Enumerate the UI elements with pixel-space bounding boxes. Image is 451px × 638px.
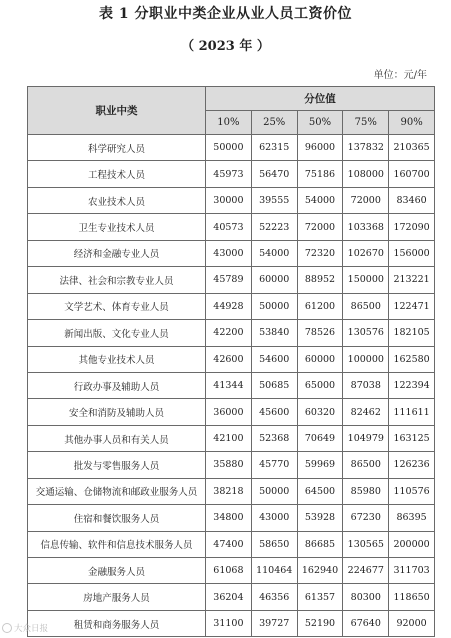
wage-value-cell: 42200: [206, 320, 252, 346]
wage-value-cell: 53840: [251, 320, 297, 346]
table-row: [28, 531, 435, 557]
table-row: [28, 425, 435, 451]
wage-value-cell: 104979: [343, 425, 389, 451]
wage-value-cell: 39727: [251, 610, 297, 636]
occupation-cell: 批发与零售服务人员: [28, 452, 206, 478]
header-occupation: 职业中类: [28, 87, 206, 135]
wage-value-cell: 52190: [297, 610, 343, 636]
wage-value-cell: 72000: [343, 187, 389, 213]
table-title: 表 1 分职业中类企业从业人员工资价位: [99, 6, 352, 22]
wage-value-cell: 72000: [297, 214, 343, 240]
wage-table: [27, 86, 435, 637]
wage-value-cell: 122471: [389, 293, 435, 319]
table-row: [28, 610, 435, 636]
wage-value-cell: 163125: [389, 425, 435, 451]
wage-value-cell: 311703: [389, 558, 435, 584]
wage-value-cell: 43000: [206, 240, 252, 266]
wage-value-cell: 80300: [343, 584, 389, 610]
wage-value-cell: 103368: [343, 214, 389, 240]
occupation-cell: 交通运输、仓储物流和邮政业服务人员: [28, 478, 206, 504]
wage-value-cell: 42100: [206, 425, 252, 451]
occupation-cell: 金融服务人员: [28, 558, 206, 584]
occupation-cell: 住宿和餐饮服务人员: [28, 505, 206, 531]
table-row: [28, 372, 435, 398]
wage-value-cell: 44928: [206, 293, 252, 319]
wage-value-cell: 92000: [389, 610, 435, 636]
wage-value-cell: 45600: [251, 399, 297, 425]
wage-value-cell: 36000: [206, 399, 252, 425]
wage-value-cell: 130576: [343, 320, 389, 346]
table-row: [28, 558, 435, 584]
wage-value-cell: 39555: [251, 187, 297, 213]
wage-value-cell: 72320: [297, 240, 343, 266]
wage-value-cell: 67230: [343, 505, 389, 531]
wage-value-cell: 42600: [206, 346, 252, 372]
occupation-cell: 科学研究人员: [28, 135, 206, 161]
wage-value-cell: 54600: [251, 346, 297, 372]
occupation-cell: 房地产服务人员: [28, 584, 206, 610]
header-percentile: 25%: [251, 111, 297, 135]
wage-value-cell: 150000: [343, 267, 389, 293]
wage-value-cell: 54000: [251, 240, 297, 266]
wage-value-cell: 52223: [251, 214, 297, 240]
wage-value-cell: 87038: [343, 372, 389, 398]
wage-value-cell: 122394: [389, 372, 435, 398]
wage-value-cell: 47400: [206, 531, 252, 557]
wage-value-cell: 30000: [206, 187, 252, 213]
occupation-cell: 新闻出版、文化专业人员: [28, 320, 206, 346]
wage-value-cell: 172090: [389, 214, 435, 240]
header-percentile: 50%: [297, 111, 343, 135]
wage-value-cell: 118650: [389, 584, 435, 610]
wage-value-cell: 126236: [389, 452, 435, 478]
occupation-cell: 安全和消防及辅助人员: [28, 399, 206, 425]
wage-value-cell: 64500: [297, 478, 343, 504]
watermark-logo-icon: [2, 623, 12, 633]
wage-value-cell: 160700: [389, 161, 435, 187]
wage-value-cell: 46356: [251, 584, 297, 610]
wage-value-cell: 41344: [206, 372, 252, 398]
wage-value-cell: 50000: [206, 135, 252, 161]
wage-value-cell: 50685: [251, 372, 297, 398]
wage-value-cell: 70649: [297, 425, 343, 451]
table-subtitle: （ 2023 年 ）: [181, 39, 270, 54]
wage-value-cell: 31100: [206, 610, 252, 636]
wage-value-cell: 224677: [343, 558, 389, 584]
wage-value-cell: 156000: [389, 240, 435, 266]
occupation-cell: 卫生专业技术人员: [28, 214, 206, 240]
table-row: [28, 320, 435, 346]
wage-value-cell: 38218: [206, 478, 252, 504]
wage-value-cell: 61200: [297, 293, 343, 319]
occupation-cell: 经济和金融专业人员: [28, 240, 206, 266]
wage-value-cell: 88952: [297, 267, 343, 293]
wage-value-cell: 162940: [297, 558, 343, 584]
wage-value-cell: 102670: [343, 240, 389, 266]
table-row: [28, 399, 435, 425]
table-row: [28, 478, 435, 504]
wage-value-cell: 86500: [343, 452, 389, 478]
wage-value-cell: 58650: [251, 531, 297, 557]
wage-value-cell: 43000: [251, 505, 297, 531]
occupation-cell: 其他专业技术人员: [28, 346, 206, 372]
wage-value-cell: 86395: [389, 505, 435, 531]
occupation-cell: 信息传输、软件和信息技术服务人员: [28, 531, 206, 557]
wage-value-cell: 162580: [389, 346, 435, 372]
watermark: [2, 622, 48, 634]
wage-value-cell: 210365: [389, 135, 435, 161]
occupation-cell: 行政办事及辅助人员: [28, 372, 206, 398]
wage-value-cell: 86685: [297, 531, 343, 557]
occupation-cell: 农业技术人员: [28, 187, 206, 213]
wage-value-cell: 200000: [389, 531, 435, 557]
wage-value-cell: 182105: [389, 320, 435, 346]
watermark-text: 大众日报: [14, 624, 49, 634]
occupation-cell: 文学艺术、体育专业人员: [28, 293, 206, 319]
occupation-cell: 法律、社会和宗教专业人员: [28, 267, 206, 293]
wage-value-cell: 61357: [297, 584, 343, 610]
table-row: [28, 293, 435, 319]
wage-value-cell: 130565: [343, 531, 389, 557]
wage-value-cell: 111611: [389, 399, 435, 425]
unit-label: 单位：元/年: [373, 70, 427, 81]
header-percentile-group: 分位值: [206, 87, 435, 111]
wage-value-cell: 67640: [343, 610, 389, 636]
header-percentile: 10%: [206, 111, 252, 135]
table-row: [28, 161, 435, 187]
table-row: [28, 346, 435, 372]
wage-value-cell: 108000: [343, 161, 389, 187]
wage-value-cell: 52368: [251, 425, 297, 451]
wage-value-cell: 54000: [297, 187, 343, 213]
wage-value-cell: 82462: [343, 399, 389, 425]
wage-value-cell: 60000: [297, 346, 343, 372]
wage-value-cell: 213221: [389, 267, 435, 293]
wage-value-cell: 34800: [206, 505, 252, 531]
table-row: [28, 240, 435, 266]
wage-value-cell: 61068: [206, 558, 252, 584]
wage-value-cell: 35880: [206, 452, 252, 478]
wage-value-cell: 53928: [297, 505, 343, 531]
occupation-cell: 其他办事人员和有关人员: [28, 425, 206, 451]
wage-value-cell: 137832: [343, 135, 389, 161]
wage-value-cell: 65000: [297, 372, 343, 398]
table-row: [28, 452, 435, 478]
table-row: [28, 267, 435, 293]
wage-value-cell: 50000: [251, 293, 297, 319]
wage-value-cell: 60000: [251, 267, 297, 293]
wage-value-cell: 96000: [297, 135, 343, 161]
wage-value-cell: 45789: [206, 267, 252, 293]
occupation-cell: 工程技术人员: [28, 161, 206, 187]
table-row: [28, 187, 435, 213]
wage-value-cell: 59969: [297, 452, 343, 478]
wage-value-cell: 62315: [251, 135, 297, 161]
wage-value-cell: 45973: [206, 161, 252, 187]
table-row: [28, 135, 435, 161]
wage-value-cell: 110576: [389, 478, 435, 504]
header-percentile: 90%: [389, 111, 435, 135]
wage-value-cell: 50000: [251, 478, 297, 504]
wage-value-cell: 45770: [251, 452, 297, 478]
wage-value-cell: 83460: [389, 187, 435, 213]
wage-value-cell: 86500: [343, 293, 389, 319]
occupation-cell: 租赁和商务服务人员: [28, 610, 206, 636]
table-row: [28, 214, 435, 240]
wage-value-cell: 36204: [206, 584, 252, 610]
wage-value-cell: 110464: [251, 558, 297, 584]
wage-value-cell: 75186: [297, 161, 343, 187]
wage-value-cell: 100000: [343, 346, 389, 372]
table-row: [28, 505, 435, 531]
wage-value-cell: 78526: [297, 320, 343, 346]
wage-value-cell: 56470: [251, 161, 297, 187]
wage-value-cell: 40573: [206, 214, 252, 240]
wage-value-cell: 85980: [343, 478, 389, 504]
wage-value-cell: 60320: [297, 399, 343, 425]
table-row: [28, 584, 435, 610]
header-percentile: 75%: [343, 111, 389, 135]
